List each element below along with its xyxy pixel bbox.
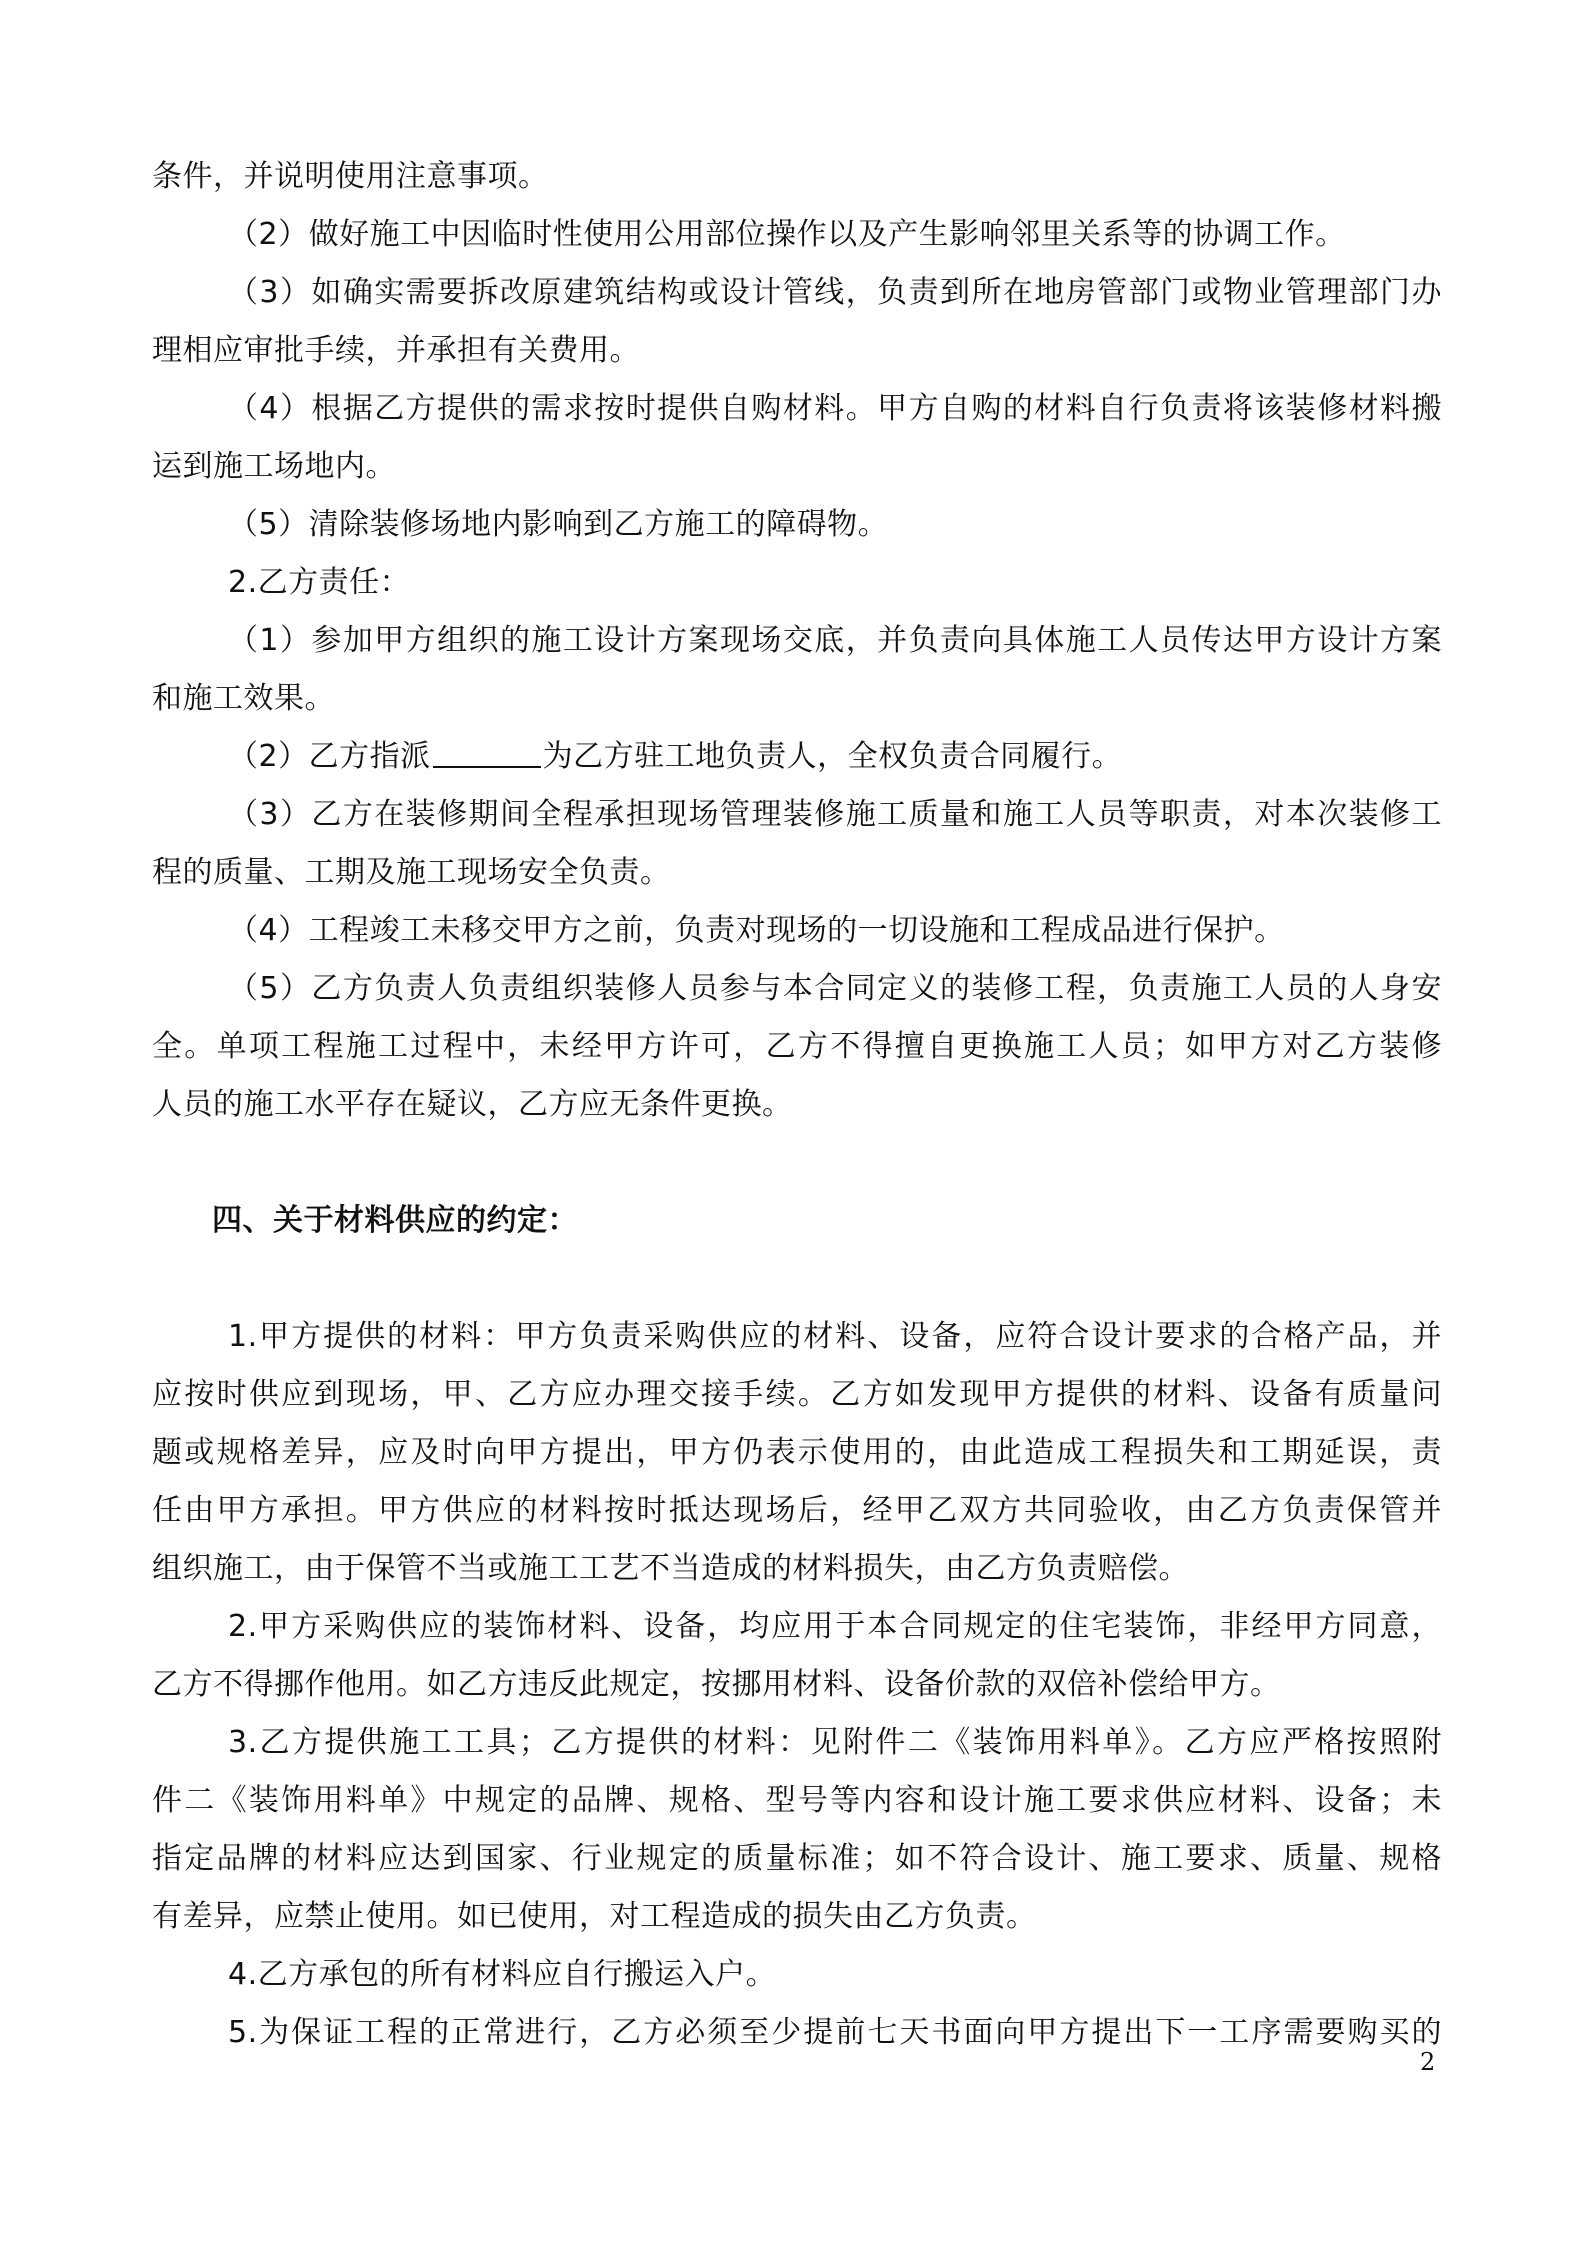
paragraph-line: （3）乙方在装修期间全程承担现场管理装修施工质量和施工人员等职责，对本次装修工 [228,797,1442,832]
paragraph-line: 件二《装饰用料单》中规定的品牌、规格、型号等内容和设计施工要求供应材料、设备；未 [152,1783,1442,1818]
paragraph-line: 和施工效果。 [152,681,335,716]
paragraph-text: 为乙方驻工地负责人，全权负责合同履行。 [542,739,1123,774]
paragraph-line [152,728,1442,786]
blank-field-underline [433,740,541,768]
paragraph-line: （3）如确实需要拆改原建筑结构或设计管线，负责到所在地房管部门或物业管理部门办 [228,275,1442,310]
paragraph-line: 5.为保证工程的正常进行，乙方必须至少提前七天书面向甲方提出下一工序需要购买的 [228,2015,1442,2050]
paragraph-line: 理相应审批手续，并承担有关费用。 [152,333,640,368]
paragraph-line: 2.甲方采购供应的装饰材料、设备，均应用于本合同规定的住宅装饰，非经甲方同意， [228,1609,1442,1644]
section-subheading: 2.乙方责任： [228,565,411,600]
paragraph-line: 指定品牌的材料应达到国家、行业规定的质量标准；如不符合设计、施工要求、质量、规格 [152,1841,1442,1876]
paragraph-line: 乙方不得挪作他用。如乙方违反此规定，按挪用材料、设备价款的双倍补偿给甲方。 [152,1667,1281,1702]
document-body [152,148,1442,2062]
paragraph-line: （1）参加甲方组织的施工设计方案现场交底，并负责向具体施工人员传达甲方设计方案 [228,623,1442,658]
paragraph-line: （4）根据乙方提供的需求按时提供自购材料。甲方自购的材料自行负责将该装修材料搬 [228,391,1442,426]
paragraph-line: 有差异，应禁止使用。如已使用，对工程造成的损失由乙方负责。 [152,1899,1037,1934]
paragraph-line: 应按时供应到现场，甲、乙方应办理交接手续。乙方如发现甲方提供的材料、设备有质量问 [152,1377,1442,1412]
section-spacer [152,1134,1442,1192]
paragraph-line: （5）清除装修场地内影响到乙方施工的障碍物。 [228,507,889,542]
paragraph-text: （2）乙方指派 [228,739,431,774]
paragraph-line: 条件，并说明使用注意事项。 [152,159,549,194]
paragraph-line: 人员的施工水平存在疑议，乙方应无条件更换。 [152,1087,793,1122]
paragraph-line: 4.乙方承包的所有材料应自行搬运入户。 [228,1957,777,1992]
paragraph-line: （2）做好施工中因临时性使用公用部位操作以及产生影响邻里关系等的协调工作。 [228,217,1346,252]
paragraph-line: 运到施工场地内。 [152,449,396,484]
page-number: 2 [1420,2048,1436,2076]
paragraph-line: （4）工程竣工未移交甲方之前，负责对现场的一切设施和工程成品进行保护。 [228,913,1285,948]
paragraph-line: 1.甲方提供的材料：甲方负责采购供应的材料、设备，应符合设计要求的合格产品，并 [228,1319,1442,1354]
section-heading: 四、关于材料供应的约定： [212,1203,578,1238]
paragraph-line: 程的质量、工期及施工现场安全负责。 [152,855,671,890]
section-spacer [152,1250,1442,1308]
paragraph-line: 3.乙方提供施工工具；乙方提供的材料：见附件二《装饰用料单》。乙方应严格按照附 [228,1725,1442,1760]
paragraph-line: 组织施工，由于保管不当或施工工艺不当造成的材料损失，由乙方负责赔偿。 [152,1551,1189,1586]
paragraph-line: 题或规格差异，应及时向甲方提出，甲方仍表示使用的，由此造成工程损失和工期延误，责 [152,1435,1442,1470]
paragraph-line: 任由甲方承担。甲方供应的材料按时抵达现场后，经甲乙双方共同验收，由乙方负责保管并 [152,1493,1442,1528]
paragraph-line: 全。单项工程施工过程中，未经甲方许可，乙方不得擅自更换施工人员；如甲方对乙方装修 [152,1029,1442,1064]
paragraph-line: （5）乙方负责人负责组织装修人员参与本合同定义的装修工程，负责施工人员的人身安 [228,971,1442,1006]
